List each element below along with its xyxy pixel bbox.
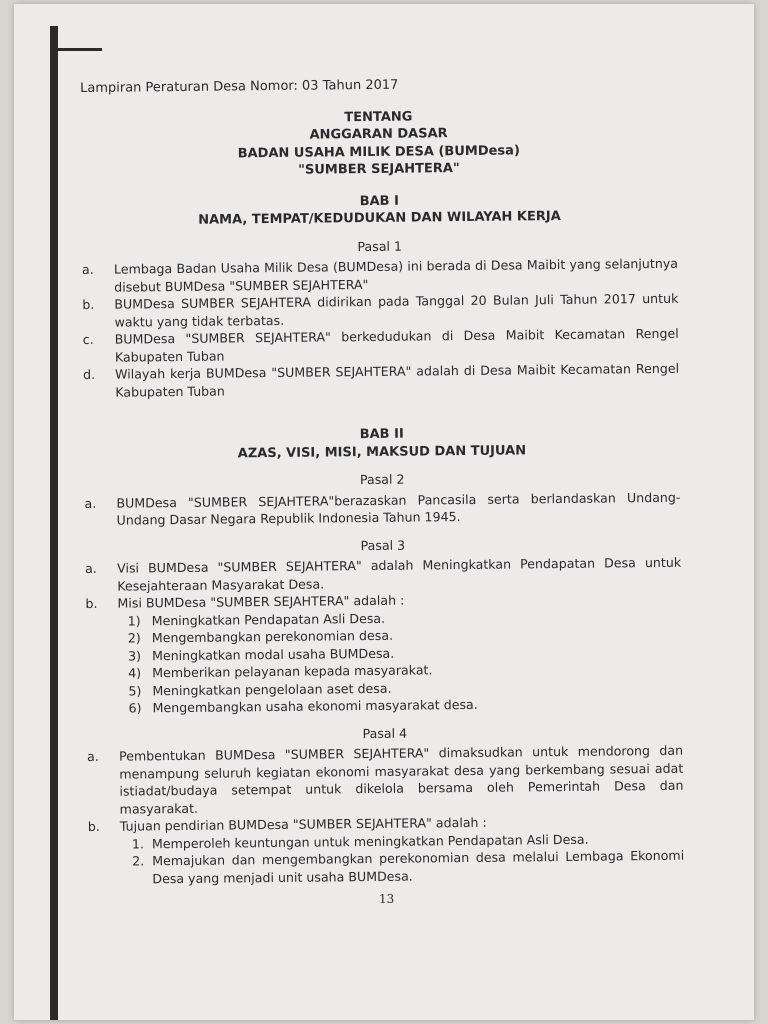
sub-item-label: 3) [127,647,142,664]
title-line: "SUMBER SEJAHTERA" [298,161,460,178]
item-text: BUMDesa "SUMBER SEJAHTERA" berkedudukan di Desa Maibit Kecamatan Rengel Kabupaten Tuban [114,325,679,365]
sub-item-text: Memajukan dan mengembangkan perekonomian desa melalui Lembaga Ekonomi Desa yang menjadi unit usaha BUMDesa. [152,847,685,886]
document-title [80,105,677,181]
article-label: Pasal 1 [357,238,403,254]
title-line: TENTANG [344,109,413,125]
item-label: c. [82,331,94,347]
sub-item-text: Mengembangkan usaha ekonomi masyarakat desa. [152,696,478,716]
sub-item-text: Mengembangkan perekonomian desa. [151,627,394,646]
binding-spine [50,26,58,1020]
chapter-number: BAB II [359,426,404,443]
sub-item-label: 6) [128,700,142,716]
item-text: Lembaga Badan Usaha Milik Desa (BUMDesa) ini berada di Desa Maibit yang selanjutnya disebut BUMDesa "SUMBER SEJAHTERA" [113,255,679,295]
item-label: a. [84,495,97,511]
chapter-heading: NAMA, TEMPAT/KEDUDUKAN DAN WILAYAH KERJA [198,208,561,228]
article-label: Pasal 4 [362,725,408,741]
item-text: BUMDesa SUMBER SEJAHTERA didirikan pada Tanggal 20 Bulan Juli Tahun 2017 untuk waktu yang tidak terbatas. [114,290,679,330]
sub-item-text: Meningkatkan modal usaha BUMDesa. [151,645,395,663]
list-item [84,488,680,529]
item-label: a. [85,560,97,576]
sub-item-label: 2. [132,853,145,869]
title-line: ANGGARAN DASAR [309,126,448,143]
item-label: a. [87,748,99,764]
sub-item-label: 4) [128,665,142,681]
chapter-number: BAB I [359,193,399,209]
list-item [87,742,684,818]
item-label: d. [83,366,96,382]
item-text: Misi BUMDesa "SUMBER SEJAHTERA" adalah : [117,592,405,611]
sub-item-text: Memberikan pelayanan kepada masyarakat. [152,662,433,681]
article-label: Pasal 3 [360,537,406,553]
sub-item-label: 5) [128,682,142,699]
item-label: b. [85,595,98,611]
item-text: Tujuan pendirian BUMDesa "SUMBER SEJAHTERA" adalah : [119,814,487,834]
list-item [83,360,679,401]
sub-item-label: 1. [131,835,145,851]
reference-line: Lampiran Peraturan Desa Nomor: 03 Tahun 2017 [80,77,399,96]
item-text: Visi BUMDesa "SUMBER SEJAHTERA" adalah Meningkatkan Pendapatan Desa untuk Kesejahteraan Masyarakat Desa. [117,554,682,594]
chapter-heading: AZAS, VISI, MISI, MAKSUD DAN TUJUAN [237,442,527,461]
item-text: Wilayah kerja BUMDesa "SUMBER SEJAHTERA" adalah di Desa Maibit Kecamatan Rengel Kabupaten Tuban [115,360,680,400]
item-text: Pembentukan BUMDesa "SUMBER SEJAHTERA" dimaksudkan untuk mendorong dan menampung seluruh kegiatan ekonomi masyarakat desa yang berkembang sesuai adat istiadat/budaya setempat untuk dikelola bersama oleh Pemerintah Desa dan masyarakat. [119,742,684,817]
sub-item-label: 2) [127,630,141,646]
sub-item-text: Meningkatkan Pendapatan Asli Desa. [151,610,386,628]
sub-item-label: 1) [127,612,141,629]
sub-item [132,847,684,888]
item-label: a. [81,261,94,277]
sub-item-text: Memperoleh keuntungan untuk meningkatkan Pendapatan Asli Desa. [151,831,589,851]
article-label: Pasal 2 [359,471,405,488]
item-text: BUMDesa "SUMBER SEJAHTERA"berazaskan Pancasila serta berlandaskan Undang-Undang Dasar Negara Republik Indonesia Tahun 1945. [116,489,681,528]
binding-mark [58,48,102,51]
title-line: BADAN USAHA MILIK DESA (BUMDesa) [237,142,520,161]
item-label: b. [87,818,100,834]
document-page [14,4,754,1020]
document-body [80,74,685,912]
page-number: 13 [378,891,395,906]
sub-item-text: Meningkatkan pengelolaan aset desa. [152,680,392,698]
item-label: b. [82,296,95,312]
